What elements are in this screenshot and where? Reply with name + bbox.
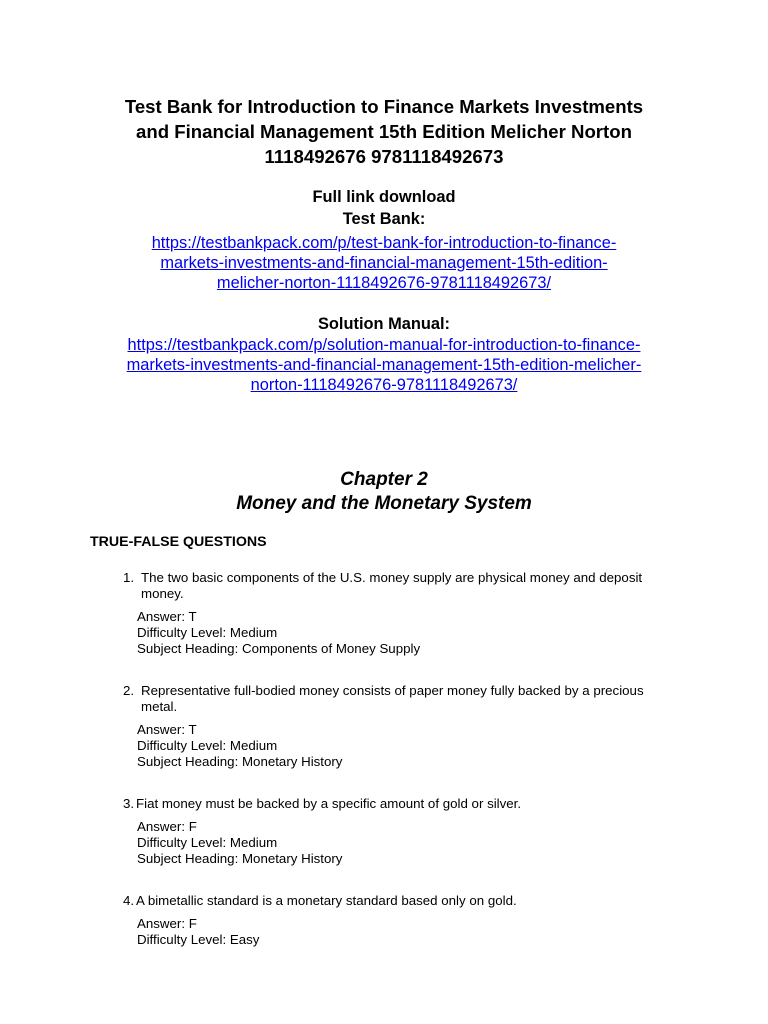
solution-manual-label: Solution Manual: [317,315,451,333]
answer-block-3 [137,819,342,868]
chapter-title: Money and the Monetary System [236,493,532,514]
title-line-2: and Financial Management 15th Edition Melicher Norton [136,121,632,142]
difficulty-text: Difficulty Level: Medium [137,835,278,851]
test-bank-label: Test Bank: [342,210,426,228]
difficulty-text: Difficulty Level: Easy [137,932,260,948]
chapter-number: Chapter 2 [340,469,428,490]
question-text-line-2: money. [141,586,184,601]
document-title [60,94,708,169]
difficulty-text: Difficulty Level: Medium [137,738,278,754]
question-number: 3. [123,796,135,811]
answer-block-1 [137,609,420,658]
answer-block-2 [137,722,342,771]
difficulty-text: Difficulty Level: Medium [137,625,278,641]
test-bank-link[interactable] [0,233,768,293]
question-text-line-2: metal. [141,699,178,714]
question-text-line-1: A bimetallic standard is a monetary standard based only on gold. [136,893,517,908]
answer-text: Answer: T [137,722,197,737]
title-line-1: Test Bank for Introduction to Finance Markets Investments [124,96,644,117]
solution-manual-link-line-3[interactable]: norton-1118492676-9781118492673/ [250,376,518,394]
test-bank-link-line-3[interactable]: melicher-norton-1118492676-9781118492673/ [216,274,552,292]
title-line-3: 1118492676 9781118492673 [264,146,504,167]
solution-manual-link-line-1[interactable]: https://testbankpack.com/p/solution-manual-for-introduction-to-finance- [127,336,641,354]
subject-text: Subject Heading: Monetary History [137,754,343,770]
solution-manual-link-line-2[interactable]: markets-investments-and-financial-management-15th-edition-melicher- [126,356,642,374]
answer-text: Answer: T [137,609,197,624]
question-3 [123,796,522,812]
solution-manual-link[interactable] [0,335,768,395]
download-heading: Full link download [312,188,456,206]
test-bank-link-line-2[interactable]: markets-investments-and-financial-management-15th-edition- [160,254,608,272]
test-bank-link-line-1[interactable]: https://testbankpack.com/p/test-bank-for-introduction-to-finance- [151,234,617,252]
question-text-line-1: Representative full-bodied money consists of paper money fully backed by a precious [141,683,644,698]
question-4 [123,893,517,909]
answer-text: Answer: F [137,819,197,834]
answer-text: Answer: F [137,916,197,931]
question-number: 1. [123,570,135,585]
question-text-line-1: The two basic components of the U.S. money supply are physical money and deposit [141,570,643,585]
answer-block-4 [137,916,259,948]
question-number: 2. [123,683,135,698]
question-1 [123,570,643,602]
section-heading: TRUE-FALSE QUESTIONS [90,534,267,550]
subject-text: Subject Heading: Components of Money Supply [137,641,421,657]
question-number: 4. [123,893,135,908]
question-2 [123,683,644,715]
question-text-line-1: Fiat money must be backed by a specific amount of gold or silver. [136,796,522,811]
subject-text: Subject Heading: Monetary History [137,851,343,867]
